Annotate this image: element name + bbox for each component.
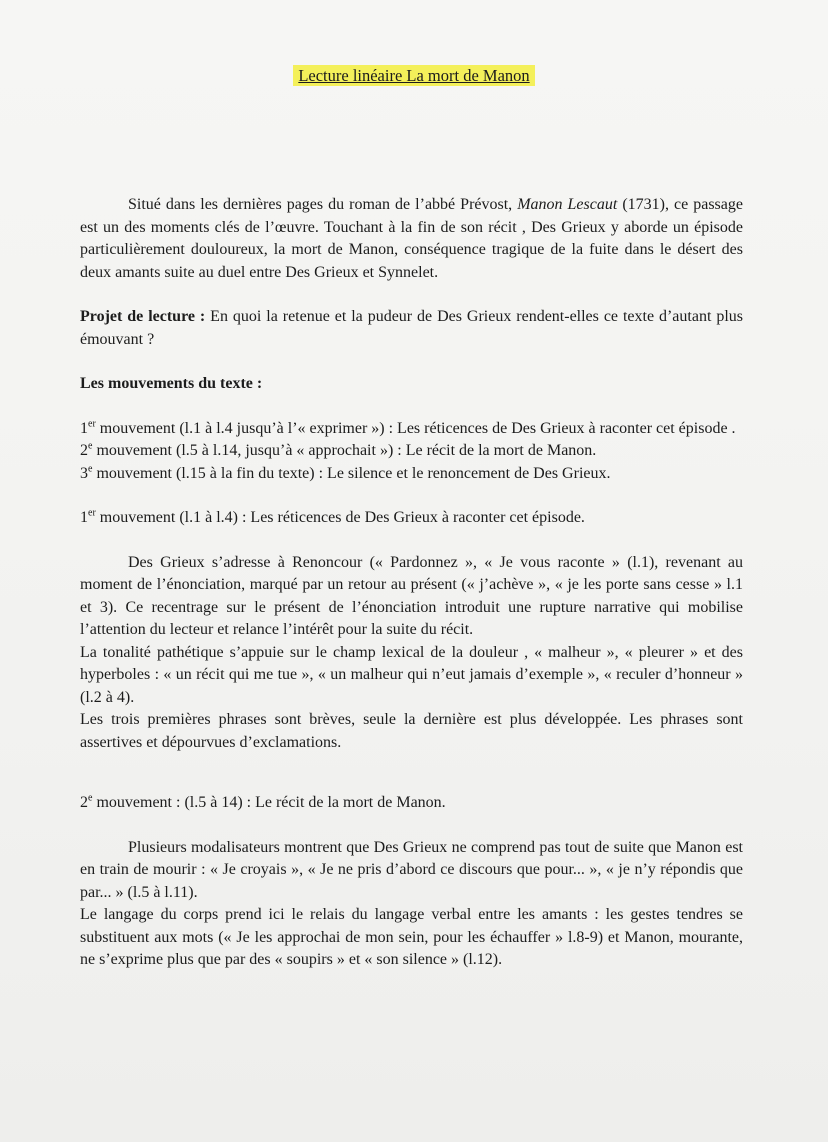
- mouvements-list: [80, 418, 743, 486]
- mouvement-num: 1: [80, 419, 88, 437]
- intro-text-start: Situé dans les dernières pages du roman de l’abbé Prévost,: [128, 196, 518, 213]
- document-body: [80, 194, 743, 972]
- mouvement-item: [80, 463, 743, 486]
- mouvement-num: 2: [80, 442, 88, 459]
- intro-text-end: (1731), ce passage est un des moments clés de l’œuvre. Touchant à la fin de son récit , Des Grieux y aborde un épisode particulièrement douloureux, la mort de Manon, conséquence tragique de la fuite dans le désert des deux amants suite au duel entre Des Grieux et Synnelet.: [80, 196, 743, 281]
- highlighted-title: Lecture linéaire La mort de Manon: [293, 65, 534, 86]
- section2-paragraph: Le langage du corps prend ici le relais du langage verbal entre les amants : les gestes tendres se substituent aux mots (« Je les approchai de mon sein, pour les échauffer » l.8-9) et Manon, mourante, ne s’exprime plus que par des « soupirs » et « son silence » (l.12).: [80, 906, 743, 968]
- mouvement-sup: e: [88, 440, 93, 452]
- projet-paragraph: [80, 306, 743, 351]
- projet-text: En quoi la retenue et la pudeur de Des Grieux rendent-elles ce texte d’autant plus émouvant ?: [80, 308, 743, 348]
- section-heading-text: mouvement : (l.5 à 14) : Le récit de la mort de Manon.: [92, 794, 446, 811]
- mouvement-text: mouvement (l.15 à la fin du texte) : Le silence et le renoncement de Des Grieux.: [92, 464, 611, 482]
- book-title: Manon Lescaut: [517, 196, 618, 213]
- section-sup: e: [88, 792, 93, 804]
- mouvements-heading: Les mouvements du texte :: [80, 375, 263, 392]
- section1-paragraph: Des Grieux s’adresse à Renoncour (« Pardonnez », « Je vous raconte » (l.1), revenant au moment de l’énonciation, marqué par un retour au présent (« j’achève », « je les porte sans cesse » l.1 et 3). Ce recentrage sur le présent de l’énonciation introduit une rupture narrative qui mobilise l’attention du lecteur et relance l’intérêt pour la suite du récit.: [80, 553, 743, 638]
- section-heading-text: mouvement (l.1 à l.4) : Les réticences de Des Grieux à raconter cet épisode.: [95, 509, 585, 526]
- mouvement-sup: e: [88, 463, 93, 475]
- document-title: [0, 66, 828, 86]
- mouvement-item: [80, 440, 743, 463]
- intro-paragraph: [80, 194, 743, 284]
- section1-paragraph: Les trois premières phrases sont brèves, seule la dernière est plus développée. Les phrases sont assertives et dépourvues d’exclamations.: [80, 711, 743, 751]
- section1-heading: [80, 507, 743, 530]
- section1-paragraph: La tonalité pathétique s’appuie sur le champ lexical de la douleur , « malheur », « pleurer » et des hyperboles : « un récit qui me tue », « un malheur qui n’eut jamais d’exemple », « reculer d’honneur » (l.2 à 4).: [80, 643, 743, 706]
- section2-heading: [80, 792, 743, 815]
- section-num: 2: [80, 794, 88, 811]
- mouvement-item: [80, 418, 743, 441]
- section2-paragraph: Plusieurs modalisateurs montrent que Des Grieux ne comprend pas tout de suite que Manon est en train de mourir : « Je croyais », « Je ne pris d’abord ce discours que pour... », « je n’y répondis que par... » (l.5 à l.11).: [80, 838, 743, 901]
- section-sup: er: [88, 507, 96, 519]
- section-num: 1: [80, 509, 88, 526]
- mouvement-text: mouvement (l.5 à l.14, jusqu’à « approchait ») : Le récit de la mort de Manon.: [92, 442, 597, 459]
- mouvement-sup: er: [88, 418, 96, 430]
- mouvement-text: mouvement (l.1 à l.4 jusqu’à l’« exprimer ») : Les réticences de Des Grieux à raconter cet épisode .: [95, 419, 736, 437]
- mouvement-num: 3: [80, 464, 88, 482]
- projet-label: Projet de lecture :: [80, 308, 206, 325]
